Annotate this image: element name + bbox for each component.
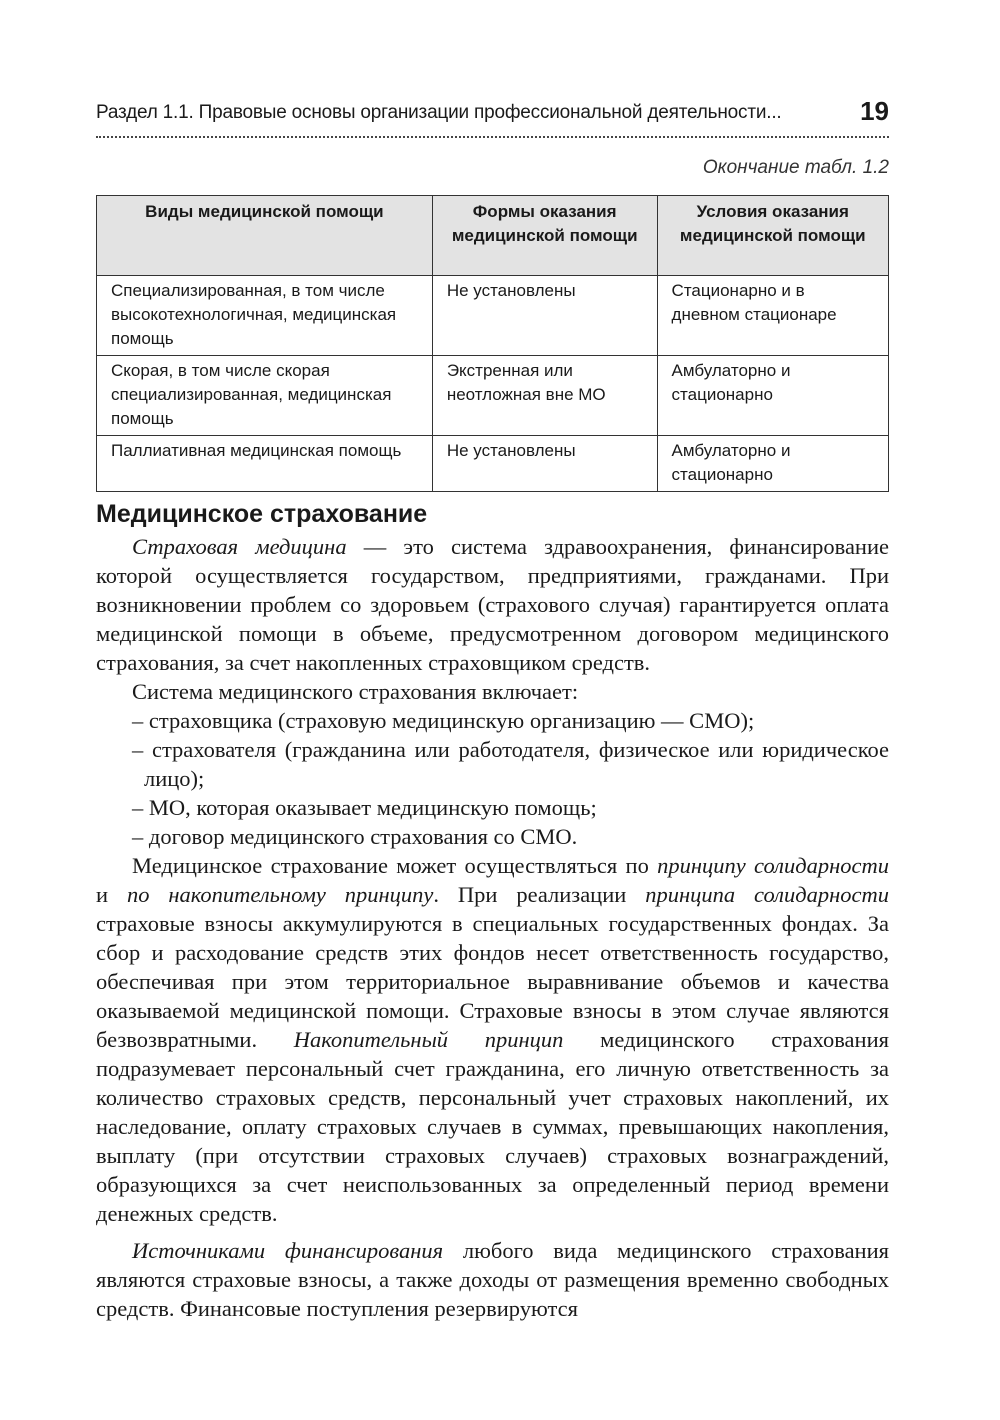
paragraph: [96, 1236, 889, 1323]
medical-care-table: [96, 195, 889, 492]
column-header: Виды медицинской помощи: [97, 196, 433, 276]
table-cell: Не установлены: [432, 276, 657, 356]
table-row: [97, 436, 889, 492]
paragraph-text: любого вида медицинского страхования являются страховые взносы, а также доходы от размещения временно свободных средств. Финансовые поступления резервируются: [96, 1238, 889, 1321]
term: принципа солидарности: [645, 882, 889, 907]
paragraph: [96, 532, 889, 677]
table-header-row: [97, 196, 889, 276]
paragraph-text: Медицинское страхование может осуществляться по: [132, 853, 658, 878]
term: принципу солидарности: [657, 853, 890, 878]
table-cell: Экстренная или неотложная вне МО: [432, 356, 657, 436]
table-row: [97, 276, 889, 356]
section-heading: Медицинское страхование: [96, 500, 428, 528]
paragraph: Система медицинского страхования включает:: [132, 679, 579, 704]
table-cell: Специализированная, в том числе высокотехнологичная, медицинская помощь: [97, 276, 433, 356]
list-item: – МО, которая оказывает медицинскую помощь;: [132, 793, 889, 822]
paragraph-text: и: [96, 882, 127, 907]
paragraph-text: — это система здравоохранения, финансирование которой осуществляется государством, предприятиями, гражданами. При возникновении проблем со здоровьем (страхового случая) гарантируется оплата медицинской помощи в объеме, предусмотренном договором медицинского страхования, за счет накопленных страховщиком средств.: [96, 534, 890, 675]
system-components-list: [96, 706, 889, 851]
running-header: [96, 96, 889, 138]
list-item: – страхователя (гражданина или работодателя, физическое или юридическое лицо);: [132, 735, 889, 793]
table-cell: Паллиативная медицинская помощь: [97, 436, 433, 492]
table-cell: Амбулаторно и стационарно: [657, 356, 888, 436]
column-header: Формы оказания медицинской помощи: [432, 196, 657, 276]
term: Накопительный принцип: [293, 1027, 564, 1052]
table-cell: Амбулаторно и стационарно: [657, 436, 888, 492]
table-cell: Стационарно и в дневном стационаре: [657, 276, 888, 356]
table-row: [97, 356, 889, 436]
term: Источниками финансирования: [132, 1238, 444, 1263]
table-cell: Скорая, в том числе скорая специализированная, медицинская помощь: [97, 356, 433, 436]
list-item: – договор медицинского страхования со СМО.: [132, 822, 889, 851]
term: по накопительному принципу: [126, 882, 434, 907]
table-cell: Не установлены: [432, 436, 657, 492]
paragraph-text: медицинского страхования подразумевает персональный счет гражданина, его личную ответственность за количество страховых средств, персональный учет страховых накоплений, их наследование, оплату страховых случаев в суммах, превышающих накопления, выплату (при отсутствии страховых случаев) страховых вознаграждений, образующихся за счет неиспользованных за определенный период времени денежных средств.: [96, 1027, 889, 1226]
paragraph-text: страховые взносы аккумулируются в специальных государственных фондах. За сбор и расходование средств этих фондов несет ответственность государство, обеспечивая при этом территориальное выравнивание объемов и качества оказываемой медицинской помощи. Страховые взносы в этом случае являются безвозвратными.: [96, 911, 889, 1052]
list-item: – страховщика (страховую медицинскую организацию — СМО);: [132, 706, 889, 735]
page-number: 19: [860, 96, 889, 126]
paragraph-text: . При реализации: [433, 882, 646, 907]
body-text: [96, 532, 889, 1323]
term: Страховая медицина: [132, 534, 347, 559]
paragraph: [96, 851, 889, 1228]
table-caption: Окончание табл. 1.2: [702, 157, 889, 178]
running-title: Раздел 1.1. Правовые основы организации профессиональной деятельности...: [96, 102, 782, 123]
column-header: Условия оказания медицинской помощи: [657, 196, 888, 276]
